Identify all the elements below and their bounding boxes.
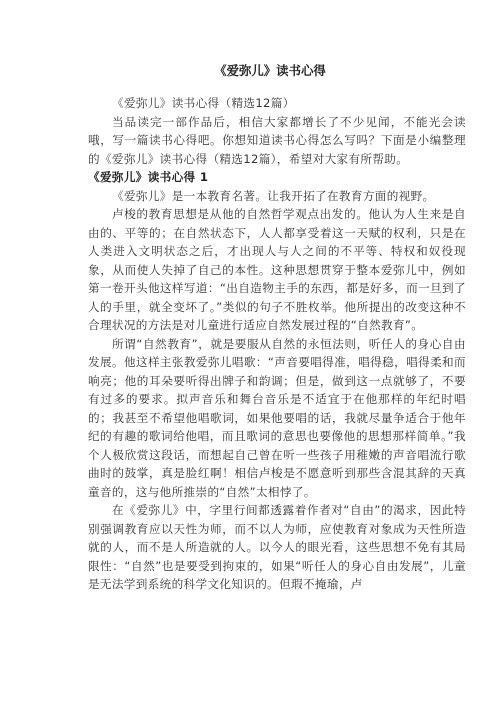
document-body [88, 94, 466, 594]
body-paragraph: 《爱弥儿》是一本教育名著。让我开拓了在教育方面的视野。 [112, 188, 435, 203]
intro-paragraph: 当品读完一部作品后，相信大家都增长了不少见闻，不能光会读哦，写一篇读书心得吧。你想知道读书心得怎么写吗？下面是小编整理的《爱弥儿》读书心得（精选12篇），希望对大家有所帮助。 [88, 114, 466, 166]
body-paragraph: 在《爱弥儿》中，字里行间都透露着作者对“自由”的渴求，因此特别强调教育应以天性为师，而不以人为师，应使教育对象成为天性所造就的人，而不是人所造就的人。以今人的眼光看，这些思想不免有其局限性：“自然”也是要受到拘束的，如果“听任人的身心自由发展”，儿童是无法学到系统的科学文化知识的。但瑕不掩瑜，卢 [88, 503, 466, 591]
body-paragraph: 所谓“自然教育”，就是要服从自然的永恒法则，听任人的身心自由发展。他这样主张教爱弥儿唱歌：“声音要唱得准，唱得稳，唱得柔和而响亮；他的耳朵要听得出牌子和韵调；但是，做到这一点就够了，不要有过多的要求。拟声音乐和舞台音乐是不适宜于在他那样的年纪时唱的；我甚至不希望他唱歌词，如果他要唱的话，我就尽量争适合于他年纪的有趣的歌词给他唱，而且歌词的意思也要像他的思想那样简单。”我个人极欣赏这段话，而想起自己曾在听一些孩子用稚嫩的声音唱流行歌曲时的鼓掌，真是脸红啊！相信卢梭是不愿意听到那些含混其辞的天真童音的，这与他所推崇的“自然”太相悖了。 [88, 336, 466, 499]
section-heading: 《爱弥儿》读书心得 1 [88, 170, 209, 184]
body-paragraph: 卢梭的教育思想是从他的自然哲学观点出发的。他认为人生来是自由的、平等的；在自然状态下，人人都享受着这一天赋的权利，只是在人类进入文明状态之后，才出现人与人之间的不平等、特权和奴役现象，从而使人失掉了自己的本性。这种思想贯穿于整本爱弥儿中，例如第一卷开头他这样写道：“出自造物主手的东西，都是好多，而一旦到了人的手里，就全变坏了。”类似的句子不胜枚举。他所提出的改变这种不合理状况的方法是对儿童进行适应自然发展过程的“自然教育”。 [88, 207, 466, 332]
subtitle-paragraph: 《爱弥儿》读书心得（精选12篇） [112, 96, 295, 110]
document-title: 《爱弥儿》读书心得 [214, 63, 326, 78]
